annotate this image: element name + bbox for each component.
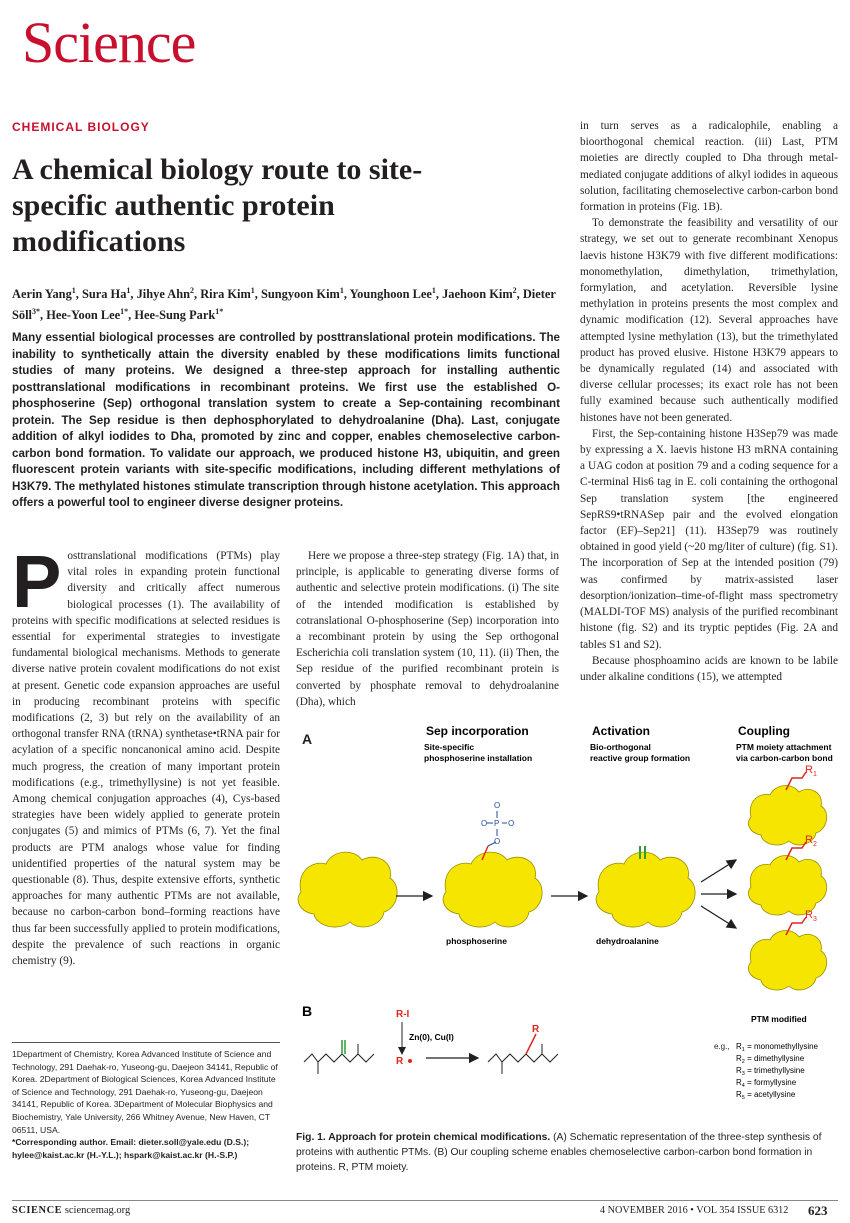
reagent-catalyst: Zn(0), Cu(I) [409,1032,454,1042]
author: Dieter Söll$^{3*}$ [12,287,556,323]
step3-subtitle-2: via carbon-carbon bond [736,753,833,763]
body-column-3 [580,118,838,685]
step3-subtitle-1: PTM moiety attachment [736,742,832,752]
svg-text:O: O [508,819,515,828]
drop-cap: P [12,540,62,623]
reagent-alkyl-iodide: R-I [396,1009,410,1020]
body-paragraph: in turn serves as a radicalophile, enabling a bioorthogonal chemical reaction. (iii) Last, PTM moieties are directly coupled to Dha through metal-mediated conjugate additions of alkyl iodides in aqueous solution, facilitating chemoselective carbon-carbon bond formation in proteins (Fig. 1B). [580,120,838,214]
author-affiliation-marker: 1 [339,286,344,295]
page-number: 623 [808,1203,828,1218]
svg-text:2: 2 [813,841,817,848]
svg-text:O: O [494,837,501,846]
step2-title: Activation [592,724,651,738]
body-paragraph: First, the Sep-containing histone H3Sep79 was made by expressing a X. laevis histone H3 mRNA containing a UAG codon at position 79 and a coding sequence for a C-terminal His6 tag in E. coli containing the orthogonal Sep translation system [the engineered SepRS9•tRNASep pair and the evolved elongation factor (EF)–Sep21] (11). H3Sep79 was routinely obtained in good yield (~20 mg/liter of culture) (fig. S1). The incorporation of Sep at the intended position (79) was confirmed by matrix-assisted laser desorption/ionization–time-of-flight mass spectrometry (MALDI-TOF MS) analysis of the purified recombinant histone (fig. S2) and its tryptic peptides (Fig. 2A and tables S1 and S2). [580,427,838,651]
corresponding-author: *Corresponding author. Email: dieter.soll@yale.edu (D.S.); hylee@kaist.ac.kr (H.-Y.L.); hspark@kaist.ac.kr (H.-S.P.) [12,1137,250,1160]
footer-journal [12,1205,130,1216]
product-r-label: R [532,1024,540,1035]
svg-text:e.g.,: e.g., [714,1042,730,1051]
r-group-example: $R_1$ = monomethyllysine [736,1042,818,1053]
svg-text:3: 3 [813,916,817,923]
step1-title: Sep incorporation [426,724,529,738]
protein-unmodified [298,852,397,927]
body-column-2 [296,548,559,710]
svg-text:R: R [805,834,813,846]
r-group-example: $R_2$ = dimethyllysine [736,1054,805,1065]
author: Jihye Ahn$^2$ [136,286,194,302]
label-phosphoserine: phosphoserine [446,936,507,946]
author-affiliation-marker: 1 [431,286,436,295]
affiliation-text: 1Department of Chemistry, Korea Advanced Institute of Science and Technology, 291 Daehak-ro, Yuseong-gu, Daejeon 34141, Republic of Korea. 2Department of Biological Sciences, Korea Advanced Institute of Science and Technology, 291 Daehak-ro, Yuseong-gu, Daejeon 34141, Republic of Korea. 3Department of Molecular Biophysics and Biochemistry, Yale University, 266 Whitney Avenue, New Haven, CT 06511, USA. [12,1049,278,1135]
author: Jaehoon Kim$^2$ [442,286,517,302]
r-group-example: $R_4$ = formyllysine [736,1078,797,1089]
protein-modified-r1 [748,764,826,845]
svg-text:R: R [805,909,813,921]
section-label: CHEMICAL BIOLOGY [12,120,150,134]
author-list: Aerin Yang$^1$, Sura Ha$^1$, Jihye Ahn$^2$, Rira Kim$^1$, Sungyoon Kim$^1$, Younghoon Lee$^1$, Jaehoon Kim$^2$, Dieter Söll$^{3*}$, Hee-Yoon Lee$^{1*}$, Hee-Sung Park$^{1*}$ [12,286,556,323]
author-affiliation-marker: 1 [250,286,255,295]
body-paragraph: To demonstrate the feasibility and versatility of our strategy, we set out to generate recombinant Xenopus laevis histone H3K79 with five different modifications: monomethylation, dimethylation, trimethylation, formylation, and acetylation. Reversible lysine methylation in proteins presents the most complex and dynamic modification (12). Several approaches have attempted lysine methylation (13), but the trimethylated product has proved elusive. Histone H3K79 appears to be dynamically regulated (14) and associated with diverse cellular processes; its exact role has not been fully examined because such authentically modified histones have not been generated. [580,217,838,424]
affiliation-divider [12,1042,280,1043]
body-paragraph: osttranslational modifications (PTMs) play vital roles in expanding protein functional diversity and critically affect numerous biological processes (1). The availability of proteins with specific modifications at selected residues is essential for experimental strategies to investigate fundamental biological mechanisms. Methods to generate diverse native protein covalent modifications do not exist at present. Genetic code expansion approaches are useful in producing recombinant proteins with specific modifications (2, 3) but rely on the availability of an orthogonal transfer RNA (tRNA) synthetase•tRNA pair for acylation of a specific noncanonical amino acid. Despite much progress, the creation of many important protein modifications (e.g., trimethyllysine) is not yet feasible. Among chemical conjugation approaches (4), Cys-based strategies have been widely applied to generate protein conjugates (5) and mimics of PTMs (6, 7). Yet the final products are PTM analogs whose value for finding unidentified properties of the natural system may be questionable (8). Thus, despite extensive efforts, synthetic approaches for many authentic PTMs are not available, because no carbon-carbon bond–forming reactions have thus far been successfully applied to protein modifications, despite the prevalence of such reactions in organic chemistry (9). [12,550,280,968]
panel-a-label: A [302,731,313,747]
svg-text:O: O [494,801,501,810]
dha-peptide-structure [304,1040,374,1074]
author-affiliation-marker: 1 [126,286,131,295]
svg-text:P: P [494,819,500,828]
label-dehydroalanine: dehydroalanine [596,936,659,946]
author: Aerin Yang$^1$ [12,286,76,302]
footer-divider [12,1200,838,1201]
figure-1 [296,722,841,1127]
step2-subtitle-1: Bio-orthogonal [590,742,651,752]
protein-phosphoserine [443,852,542,927]
author-affiliation-marker: 1* [215,307,224,317]
caption-text: (A) Schematic representation of the three-step synthesis of proteins with authentic PTMs. (B) Our coupling scheme enables chemoselective carbon-carbon bond formation in proteins. R, PTM moiety. [296,1132,822,1174]
author-affiliation-marker: 3* [31,307,40,317]
r-group-examples [714,1042,730,1051]
body-paragraph: Because phosphoamino acids are known to be labile under alkaline conditions (15), we attempted [580,654,838,683]
svg-text:O: O [481,819,488,828]
body-column-1 [12,540,280,969]
author-affiliation-marker: 2 [189,286,194,295]
article-title: A chemical biology route to site-specific authentic protein modifications [12,153,423,258]
author-affiliation-marker: 1 [71,286,76,295]
author-affiliation-marker: 2 [512,286,517,295]
panel-b-label: B [302,1003,313,1019]
author: Hee-Yoon Lee$^{1*}$ [46,307,129,323]
journal-logo: Science [22,10,196,75]
protein-dehydroalanine [596,846,695,927]
step1-subtitle-1: Site-specific [424,742,475,752]
author: Hee-Sung Park$^{1*}$ [134,307,224,323]
footer-issue: 4 NOVEMBER 2016 • VOL 354 ISSUE 6312 [600,1205,789,1216]
protein-modified-r3 [748,909,826,990]
step2-subtitle-2: reactive group formation [590,753,691,763]
step3-title: Coupling [738,724,790,738]
svg-text:1: 1 [813,771,817,778]
radical-label: R [396,1056,404,1067]
author: Sungyoon Kim$^1$ [260,286,344,302]
phosphate-group [481,801,514,860]
label-ptm-modified: PTM modified [751,1014,807,1024]
author: Rira Kim$^1$ [200,286,255,302]
step1-subtitle-2: phosphoserine installation [424,753,533,763]
abstract: Many essential biological processes are controlled by posttranslational protein modifications. The inability to synthetically attain the diversity enabled by these modifications limits functional studies of many proteins. We designed a three-step approach for installing authentic posttranslational modifications in recombinant proteins. We first use the established O-phosphoserine (Sep) orthogonal translation system to create a Sep-containing recombinant protein. The Sep residue is then dephosphorylated to dehydroalanine (Dha). Last, conjugate addition of alkyl iodides to Dha, promoted by zinc and copper, enables chemoselective carbon-carbon bond formation. To validate our approach, we produced histone H3, ubiquitin, and green fluorescent protein variants with site-specific modifications, including different methylations of H3K79. The methylated histones stimulate transcription through histone acetylation. This approach offers a powerful tool to engineer diverse designer proteins. [12,331,560,509]
figure-caption [296,1130,841,1176]
affiliations [12,1048,280,1161]
body-paragraph: Here we propose a three-step strategy (Fig. 1A) that, in principle, is applicable to generating diverse forms of authentic and selective protein modifications. (i) The site of the intended modification is established by cotranslational O-phosphoserine (Sep) incorporation into a recombinant protein by using the Sep orthogonal Escherichia coli translation system (10, 11). (ii) Then, the Sep residue of the purified recombinant protein is converted by phosphate removal to dehydroalanine (Dha), which [296,550,559,708]
author: Sura Ha$^1$ [81,286,131,302]
caption-label: Fig. 1. Approach for protein chemical modifications. [296,1132,551,1143]
author: Younghoon Lee$^1$ [349,286,436,302]
svg-text:R: R [805,764,813,776]
r-group-example: $R_3$ = trimethyllysine [736,1066,805,1077]
author-affiliation-marker: 1* [120,307,129,317]
footer-journal-name: SCIENCE [12,1205,63,1216]
footer-site: sciencemag.org [64,1205,131,1216]
protein-modified-r2 [748,834,826,915]
r-group-example: $R_5$ = acetyllysine [736,1090,796,1101]
product-peptide-structure [488,1034,558,1074]
